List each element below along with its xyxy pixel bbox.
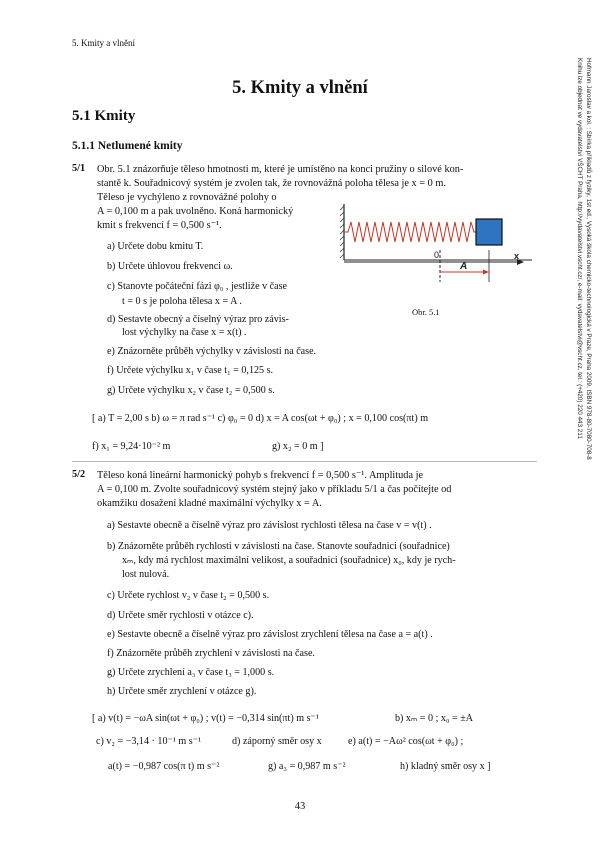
- problem-5-2-answer-c: c) v₂ = −3,14 · 10⁻¹ m s⁻¹: [96, 736, 202, 747]
- problem-5-1-line1: Obr. 5.1 znázorňuje těleso hmotnosti m, které je umístěno na konci pružiny o silové kon-: [97, 164, 464, 175]
- problem-number-5-2: 5/2: [72, 469, 86, 480]
- chapter-title: 5. Kmity a vlnění: [232, 78, 368, 98]
- problem-5-2-answer-e: e) a(t) = −Aω² cos(ωt + φ₀) ;: [348, 736, 464, 747]
- x-axis-label: x: [514, 251, 520, 261]
- problem-5-2-line2: A = 0,100 m. Zvolte souřadnicový systém stejný jako v příkladu 5/1 a čas počítejte od: [97, 484, 452, 495]
- problem-5-2-item-h: h) Určete směr zrychlení v otázce g).: [107, 686, 257, 697]
- problem-5-2-item-b: b) Znázorněte průběh rychlosti v závislosti na čase. Stanovte souřadnici (souřadnice): [107, 541, 450, 552]
- problem-5-2-answer-g: g) a₃ = 0,987 m s⁻²: [268, 761, 346, 772]
- spring: [344, 222, 476, 242]
- problem-5-2-item-c: c) Určete rychlost v₂ v čase t₂ = 0,500 s.: [107, 590, 270, 601]
- problem-5-1-item-b: b) Určete úhlovou frekvenci ω.: [107, 261, 233, 272]
- problem-5-1-answer-line1: [ a) T = 2,00 s b) ω = π rad s⁻¹ c) φ₀ = 0 d) x = A cos(ωt + φ₀) ; x = 0,100 cos(πt) m: [92, 413, 429, 424]
- subsection-heading: 5.1.1 Netlumené kmity: [72, 140, 183, 152]
- problem-5-2-item-b-cont2: lost nulová.: [122, 569, 170, 580]
- problem-5-1-line5: kmit s frekvencí f = 0,500 s⁻¹.: [97, 220, 222, 231]
- problem-5-2-answer-h: h) kladný směr osy x ]: [400, 761, 491, 772]
- section-heading: 5.1 Kmity: [72, 108, 136, 124]
- problem-5-1-answer-g: g) x₂ = 0 m ]: [272, 441, 324, 452]
- problem-5-2-item-a: a) Sestavte obecně a číselně výraz pro závislost rychlosti tělesa na čase v = v(t) .: [107, 520, 432, 531]
- problem-5-1-item-c: c) Stanovte počáteční fázi φ₀ , jestliže v čase: [107, 281, 288, 292]
- problem-5-2-answer-d: d) záporný směr osy x: [232, 736, 322, 747]
- sidebar-line-1: Hofmann Jaroslav a kol. : Sbírka příkladů z fyziky, 1st ed., Vysoká škola chemicko-technologická v Praze, Praha 2009, ISBN 978-80-7080-708-8: [585, 58, 592, 460]
- problem-5-2-item-d: d) Určete směr rychlosti v otázce c).: [107, 610, 254, 621]
- problem-5-1-line3: Těleso je vychýleno z rovnovážné polohy o: [97, 192, 277, 203]
- problem-5-2-item-f: f) Znázorněte průběh zrychlení v závislosti na čase.: [107, 648, 315, 659]
- problem-5-2-line1: Těleso koná lineární harmonický pohyb s frekvencí f = 0,500 s⁻¹. Amplituda je: [97, 470, 424, 481]
- problem-5-2-item-b-cont1: xₘ, kdy má rychlost maximální velikost, a souřadnici (souřadnice) x₀, kdy je rych-: [122, 555, 456, 566]
- amplitude-arrowhead: [483, 270, 489, 275]
- problem-5-2-answer-e2: a(t) = −0,987 cos(π t) m s⁻²: [108, 761, 220, 772]
- problem-5-1-item-a: a) Určete dobu kmitu T.: [107, 241, 204, 252]
- zero-label: 0: [434, 250, 440, 260]
- mass-block: [476, 219, 502, 245]
- problem-5-1-item-f: f) Určete výchylku x₁ v čase t₁ = 0,125 s.: [107, 365, 274, 376]
- problem-number-5-1: 5/1: [72, 163, 86, 174]
- sidebar-line-2: Knihu lze objednat ve vydavatelství VŠCHT Praha, http://vydavatelstvi.vscht.cz/, e-mail: vydavatelstvi@vscht.cz, tel.: (+420) 220 443 211: [576, 58, 583, 439]
- problem-5-1-item-e: e) Znázorněte průběh výchylky v závislosti na čase.: [107, 346, 317, 357]
- problem-5-1-item-d: d) Sestavte obecný a číselný výraz pro závis-: [107, 314, 289, 325]
- problem-5-1-answer-f: f) x₁ = 9,24·10⁻² m: [92, 441, 171, 452]
- spring-mass-figure: [340, 200, 540, 305]
- problem-5-2-answer-b: b) xₘ = 0 ; x₀ = ±A: [395, 713, 474, 724]
- wall-hatching: [340, 206, 344, 258]
- page-number: 43: [294, 801, 306, 812]
- problem-5-1-item-d-cont: lost výchylky na čase x = x(t) .: [122, 327, 247, 338]
- problem-5-2-item-g: g) Určete zrychlení a₃ v čase t₃ = 1,000 s.: [107, 667, 275, 678]
- problem-5-1-item-g: g) Určete výchylku x₂ v čase t₂ = 0,500 s.: [107, 385, 275, 396]
- figure-caption: Obr. 5.1: [412, 307, 440, 317]
- running-head: 5. Kmity a vlnění: [72, 38, 135, 48]
- problem-5-2-item-e: e) Sestavte obecně a číselně výraz pro závislost zrychlení tělesa na čase a = a(t) .: [107, 629, 433, 640]
- problem-5-2-answer-a: [ a) v(t) = −ωA sin(ωt + φ₀) ; v(t) = −0,314 sin(πt) m s⁻¹: [92, 713, 319, 724]
- problem-5-1-line4: A = 0,100 m a pak uvolněno. Koná harmonický: [97, 206, 294, 217]
- amplitude-label: A: [460, 261, 468, 272]
- problem-5-1-item-c-cont: t = 0 s je poloha tělesa x = A .: [122, 296, 242, 307]
- problem-5-1-line2: stantě k. Souřadnicový systém je zvolen tak, že rovnovážná poloha tělesa je x = 0 m.: [97, 178, 446, 189]
- problem-5-2-line3: okamžiku dosažení kladné maximální výchylky x = A.: [97, 498, 322, 509]
- publication-sidebar: [574, 58, 600, 603]
- section-divider: [72, 461, 537, 462]
